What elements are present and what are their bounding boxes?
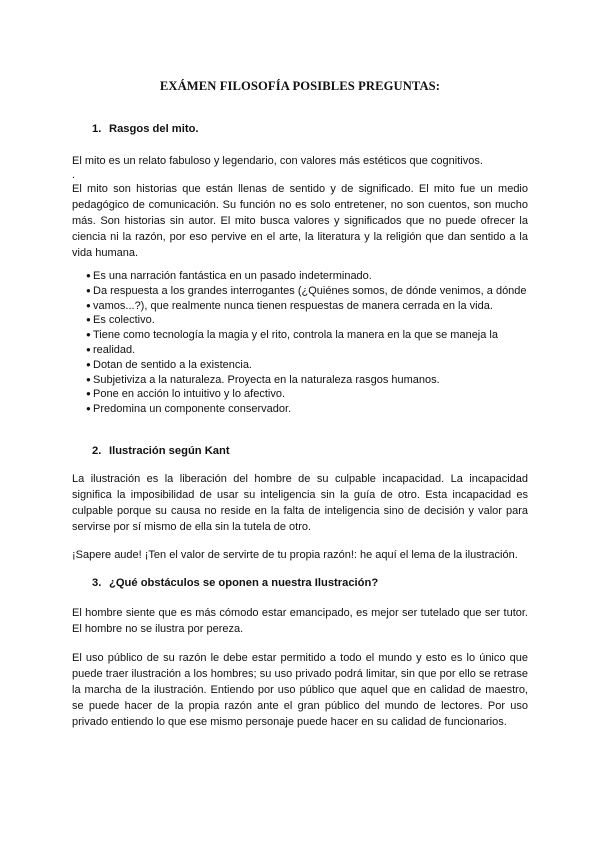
section-heading	[92, 123, 199, 135]
section-number: 1.	[92, 123, 102, 135]
list-item: ● Es colectivo.	[72, 313, 528, 328]
section-number: 2.	[92, 445, 102, 457]
document-title: EXÁMEN FILOSOFÍA POSIBLES PREGUNTAS:	[159, 79, 441, 93]
section-title: Ilustración según Kant	[109, 445, 230, 457]
paragraph: El hombre siente que es más cómodo estar emancipado, es mejor ser tutelado que ser tutor. El hombre no se ilustra por pereza.	[72, 607, 528, 635]
paragraph-dot: .	[72, 169, 76, 181]
section-number: 3.	[92, 577, 102, 589]
bullet-list	[72, 269, 528, 417]
paragraph: El mito es un relato fabuloso y legendario, con valores más estéticos que cognitivos.	[72, 155, 483, 167]
list-item: ● vamos...?), que realmente nunca tienen respuestas de manera cerrada en la vida.	[72, 299, 528, 314]
paragraph: El uso público de su razón le debe estar permitido a todo el mundo y esto es lo único que puede traer ilustración a los hombres; su uso privado podrá limitar, sin que por ello se retrase la marcha de la ilustración. Entiendo por uso público que aquel que en calidad de maestro, se puede hacer de la propia razón ante el gran público del mundo de lectores. Por uso privado entiendo lo que ese mismo personaje puede hacer en su calidad de funcionarios.	[72, 652, 528, 728]
section-heading	[92, 577, 378, 589]
list-item: ● Tiene como tecnología la magia y el rito, controla la manera en la que se maneja la	[72, 328, 528, 343]
list-item: ● Da respuesta a los grandes interrogantes (¿Quiénes somos, de dónde venimos, a dónde	[72, 284, 528, 299]
list-item: ● realidad.	[72, 343, 528, 358]
list-item: ● Es una narración fantástica en un pasado indeterminado.	[72, 269, 528, 284]
list-item: ● Subjetiviza a la naturaleza. Proyecta en la naturaleza rasgos humanos.	[72, 373, 528, 388]
section-title: Rasgos del mito.	[109, 123, 199, 135]
paragraph: ¡Sapere aude! ¡Ten el valor de servirte de tu propia razón!: he aquí el lema de la ilustración.	[72, 549, 518, 561]
section-title: ¿Qué obstáculos se oponen a nuestra Ilustración?	[109, 577, 379, 589]
paragraph: La ilustración es la liberación del hombre de su culpable incapacidad. La incapacidad significa la imposibilidad de usar su inteligencia sin la guía de otro. Esta incapacidad es culpable porque su causa no reside en la falta de inteligencia sino de decisión y valor para servirse por sí mismo de ella sin la tutela de otro.	[72, 473, 528, 533]
list-item: ● Predomina un componente conservador.	[72, 402, 528, 417]
list-item: ● Pone en acción lo intuitivo y lo afectivo.	[72, 387, 528, 402]
section-heading	[92, 445, 230, 457]
paragraph: El mito son historias que están llenas de sentido y de significado. El mito fue un medio pedagógico de comunicación. Su función no es solo entretener, no son cuentos, son mucho más. Son historias sin autor. El mito busca valores y significados que no puede ofrecer la ciencia ni la razón, por eso pervive en el arte, la literatura y la religión que dan sentido a la vida humana.	[72, 183, 528, 259]
list-item: ● Dotan de sentido a la existencia.	[72, 358, 528, 373]
